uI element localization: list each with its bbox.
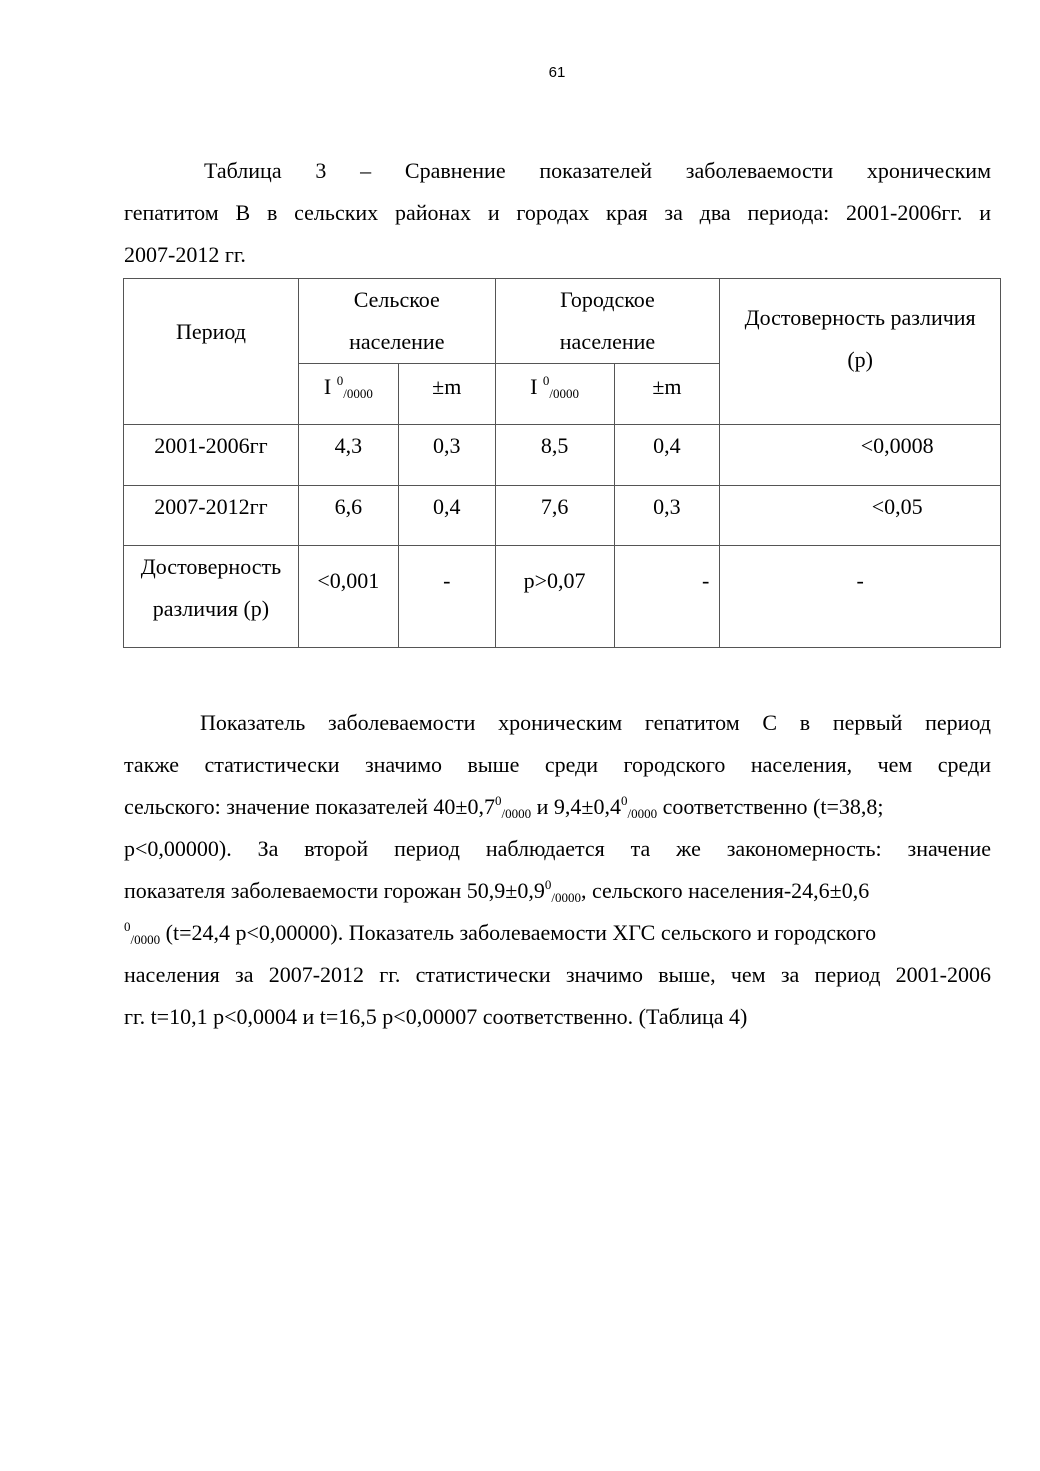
paragraph-line: населения за 2007-2012 гг. статистически значимо выше, чем за период 2001-2006 [124, 962, 991, 987]
cell-rural-rate: <0,001 [298, 546, 398, 648]
header-rural-rate: I $^0_{/0000}$ [298, 364, 398, 425]
cell-rural-rate: 4,3 [298, 425, 398, 486]
cell-period: 2001-2006гг [124, 425, 299, 486]
cell-urban-pm: - [614, 546, 720, 648]
cell-urban-pm: 0,3 [614, 486, 720, 546]
header-urban-pm: ±m [614, 364, 720, 425]
table-row [124, 546, 1001, 648]
table-caption [124, 150, 991, 276]
header-urban-rate: I $^0_{/0000}$ [495, 364, 614, 425]
cell-urban-pm: 0,4 [614, 425, 720, 486]
paragraph-line: p<0,00000). За второй период наблюдается та же закономерность: значение [124, 836, 991, 861]
header-significance: Достоверность различия (р) [720, 279, 1001, 425]
paragraph-line: также статистически значимо выше среди городского населения, чем среди [124, 752, 991, 777]
cell-urban-rate: 7,6 [495, 486, 614, 546]
cell-rural-pm: 0,4 [398, 486, 495, 546]
header-period: Период [124, 279, 299, 425]
cell-significance: <0,05 [720, 486, 1001, 546]
caption-line-1: Таблица 3 – Сравнение показателей заболеваемости хроническим [204, 158, 991, 183]
paragraph-line: $^0_{/0000}$ (t=24,4 p<0,00000). Показатель заболеваемости ХГС сельского и городского [124, 919, 877, 947]
caption-line-3: 2007-2012 гг. [124, 242, 246, 267]
cell-period: 2007-2012гг [124, 486, 299, 546]
cell-urban-rate: 8,5 [495, 425, 614, 486]
header-urban: Городское население [495, 279, 720, 364]
paragraph-line: гг. t=10,1 p<0,0004 и t=16,5 p<0,00007 соответственно. (Таблица 4) [124, 1004, 748, 1029]
body-paragraph [124, 702, 991, 1038]
table-row [124, 425, 1001, 486]
cell-significance: - [720, 546, 1001, 648]
table-row [124, 486, 1001, 546]
paragraph-line: показателя заболеваемости горожан $50,9\pm 0,9^0_{/0000}$, сельского населения-24,6±0,6 [124, 877, 870, 905]
header-rural-pm: ±m [398, 364, 495, 425]
paragraph-line: Показатель заболеваемости хроническим гепатитом С в первый период [200, 710, 991, 735]
cell-rural-rate: 6,6 [298, 486, 398, 546]
table-header-row [124, 279, 1001, 364]
incidence-table [123, 278, 1001, 648]
cell-urban-rate: р>0,07 [495, 546, 614, 648]
paragraph-line: сельского: значение показателей $40\pm 0,7^0_{/0000}$ и $9,4\pm 0,4^0_{/0000}$ соответственно (t=38,8; [124, 793, 884, 821]
cell-rural-pm: - [398, 546, 495, 648]
header-rural: Сельское население [298, 279, 495, 364]
cell-significance: <0,0008 [720, 425, 1001, 486]
page-number: 61 [548, 64, 566, 81]
caption-line-2: гепатитом В в сельских районах и городах края за два периода: 2001-2006гг. и [124, 200, 991, 225]
cell-period: Достоверность различия (р) [124, 546, 299, 648]
cell-rural-pm: 0,3 [398, 425, 495, 486]
